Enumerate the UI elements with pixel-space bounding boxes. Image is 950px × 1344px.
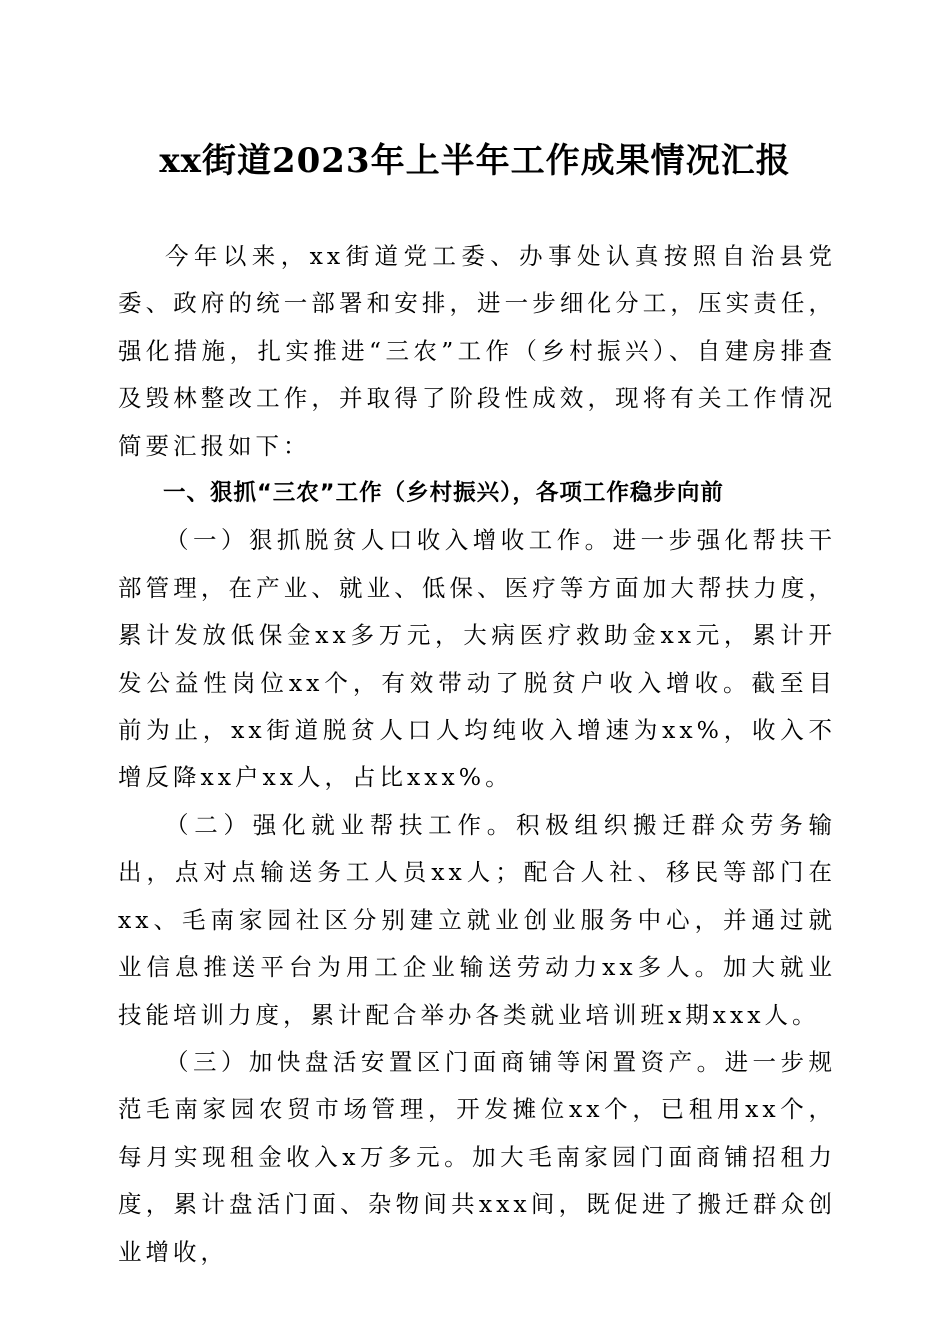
document-body — [118, 233, 836, 1276]
subsection-3-paragraph — [118, 1039, 836, 1276]
subsection-1-text: 进一步强化帮扶干部管理，在产业、就业、低保、医疗等方面加大帮扶力度，累计发放低保金xx多万元，大病医疗救助金xx元，累计开发公益性岗位xx个，有效带动了脱贫户收入增收。截至目前为止，xx街道脱贫人口人均纯收入增速为xx%，收入不增反降xx户xx人，占比xxx%。 — [118, 526, 837, 792]
document-title: xx街道2023年上半年工作成果情况汇报 — [159, 141, 791, 181]
subsection-3-text: 进一步规范毛南家园农贸市场管理，开发摊位xx个，已租用xx个，每月实现租金收入x万多元。加大毛南家园门面商铺招租力度，累计盘活门面、杂物间共xxx间，既促进了搬迁群众创业增收， — [118, 1047, 837, 1266]
subsection-1-paragraph — [118, 517, 836, 801]
subsection-2-paragraph — [118, 802, 836, 1039]
subsection-1-lead: （一）狠抓脱贫人口收入增收工作。 — [165, 526, 613, 555]
section-1-heading: 一、狠抓“三农”工作（乡村振兴），各项工作稳步向前 — [163, 480, 724, 507]
subsection-2-lead: （二）强化就业帮扶工作。 — [165, 810, 516, 839]
subsection-3-lead: （三）加快盘活安置区门面商铺等闲置资产。 — [165, 1047, 725, 1076]
intro-paragraph: 今年以来，xx街道党工委、办事处认真按照自治县党委、政府的统一部署和安排，进一步细化分工，压实责任，强化措施，扎实推进“三农”工作（乡村振兴）、自建房排查及毁林整改工作，并取得了阶段性成效，现将有关工作情况简要汇报如下： — [118, 242, 836, 460]
subsection-2-text: 积极组织搬迁群众劳务输出，点对点输送务工人员xx人；配合人社、移民等部门在xx、毛南家园社区分别建立就业创业服务中心，并通过就业信息推送平台为用工企业输送劳动力xx多人。加大就业技能培训力度，累计配合举办各类就业培训班x期xxx人。 — [118, 810, 836, 1029]
